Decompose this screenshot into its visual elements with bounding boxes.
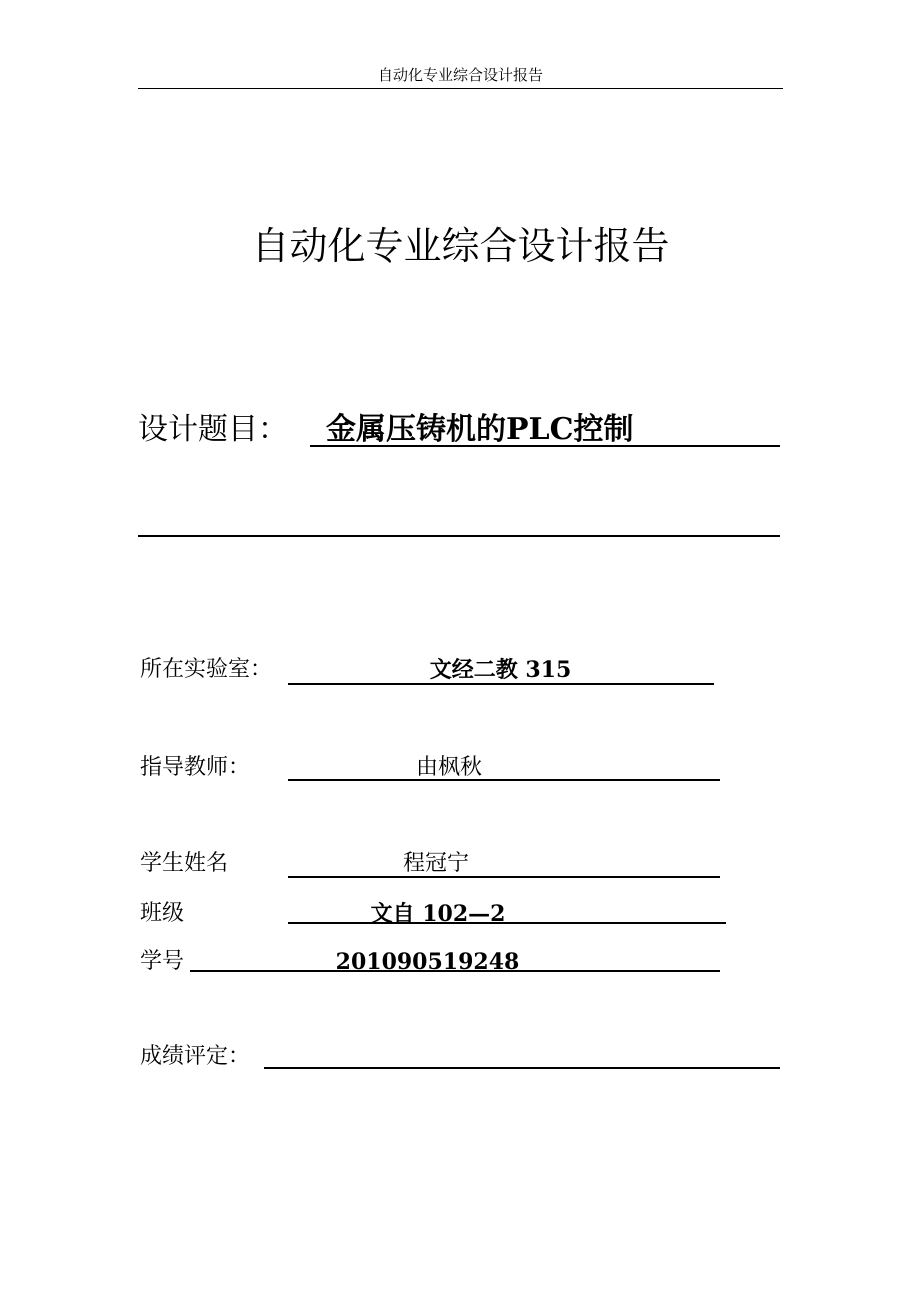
teacher-label: 指导教师： <box>140 755 251 780</box>
grade-label: 成绩评定： <box>140 1044 251 1069</box>
student-id-underline <box>190 970 720 972</box>
student-name-value: 程冠宁 <box>402 851 469 876</box>
class-value: 文自 102—2 <box>370 901 506 927</box>
topic-label: 设计题目： <box>138 412 288 447</box>
student-id-label: 学号 <box>140 949 185 974</box>
grade-underline <box>264 1067 780 1069</box>
lab-underline <box>288 683 714 685</box>
teacher-underline <box>288 779 720 781</box>
document-title: 自动化专业综合设计报告 <box>251 224 670 268</box>
topic-underline <box>310 445 780 447</box>
class-label: 班级 <box>140 901 185 926</box>
header-rule <box>138 88 783 89</box>
page-header-title: 自动化专业综合设计报告 <box>377 66 543 84</box>
student-name-label: 学生姓名 <box>140 851 229 876</box>
teacher-value: 由枫秋 <box>415 755 482 780</box>
student-id-value: 201090519248 <box>335 949 520 975</box>
student-name-underline <box>288 876 720 878</box>
class-underline <box>288 922 726 924</box>
topic-continuation-line <box>138 535 780 537</box>
lab-label: 所在实验室： <box>140 657 273 682</box>
topic-value: 金属压铸机的PLC控制 <box>326 412 634 447</box>
lab-value: 文经二教 315 <box>429 657 572 683</box>
